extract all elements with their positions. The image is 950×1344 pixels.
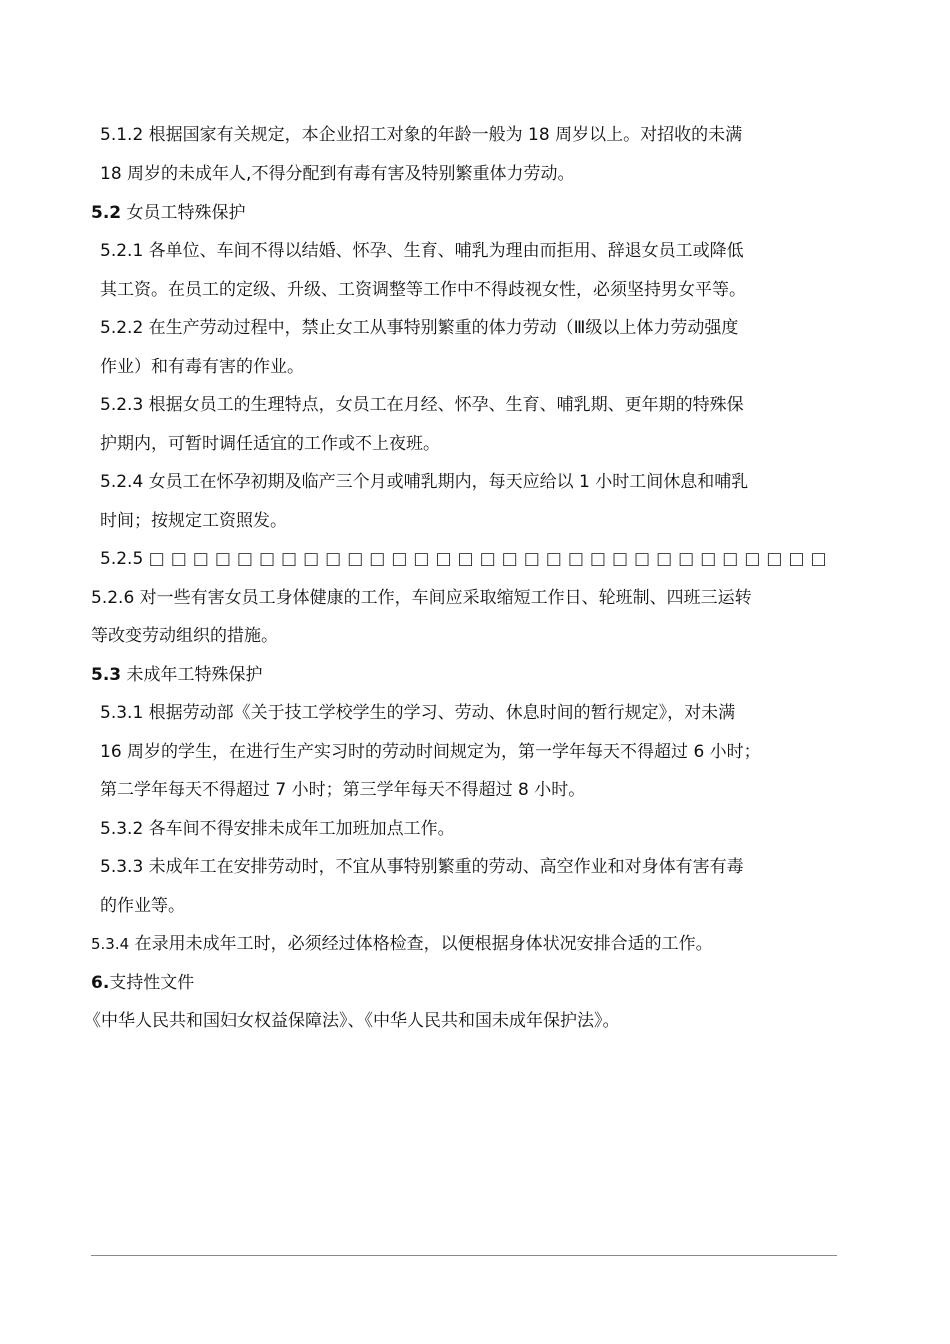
paragraph-text: 在录用未成年工时，必须经过体格检查，以便根据身体状况安排合适的工作。: [129, 934, 713, 954]
section-heading-5-3: [91, 662, 263, 688]
paragraph-5-3-1-line-2: 16 周岁的学生，在进行生产实习时的劳动时间规定为，第一学年每天不得超过 6 小时；: [100, 742, 761, 762]
paragraph-5-2-3-line-2: 护期内，可暂时调任适宜的工作或不上夜班。: [100, 434, 440, 454]
paragraph-number: 5.3.4: [91, 935, 130, 953]
missing-glyph-text: □□□□□□□□□□□□□□□□□□□□□□□□□□□□□□□: [148, 549, 833, 569]
paragraph-5-2-4-line-1: 5.2.4 女员工在怀孕初期及临产三个月或哺乳期内，每天应给以 1 小时工间休息和哺乳: [100, 472, 749, 492]
heading-number: 6.: [91, 973, 110, 993]
heading-number: 5.2: [91, 203, 122, 223]
paragraph-5-2-2-line-1: 5.2.2 在生产劳动过程中，禁止女工从事特别繁重的体力劳动（Ⅲ级以上体力劳动强度: [100, 318, 739, 338]
paragraph-5-3-1-line-1: 5.3.1 根据劳动部《关于技工学校学生的学习、劳动、休息时间的暂行规定》，对未满: [100, 703, 736, 723]
paragraph-5-3-1-line-3: 第二学年每天不得超过 7 小时；第三学年每天不得超过 8 小时。: [100, 780, 586, 800]
paragraph-5-3-3-line-2: 的作业等。: [100, 896, 185, 916]
heading-text: 支持性文件: [109, 973, 195, 993]
supporting-documents-list: 《中华人民共和国妇女权益保障法》、《中华人民共和国未成年保护法》。: [84, 1011, 620, 1031]
paragraph-5-2-6-line-2: 等改变劳动组织的措施。: [91, 626, 278, 646]
paragraph-5-3-4: [91, 931, 713, 957]
paragraph-5-1-2-line-1: 5.1.2 根据国家有关规定，本企业招工对象的年龄一般为 18 周岁以上。对招收的未满: [100, 125, 743, 145]
heading-text: 女员工特殊保护: [121, 203, 246, 223]
paragraph-5-2-2-line-2: 作业）和有毒有害的作业。: [100, 357, 304, 377]
paragraph-5-2-3-line-1: 5.2.3 根据女员工的生理特点，女员工在月经、怀孕、生育、哺乳期、更年期的特殊保: [100, 395, 744, 415]
paragraph-5-2-6-line-1: 5.2.6 对一些有害女员工身体健康的工作，车间应采取缩短工作日、轮班制、四班三运转: [91, 588, 752, 608]
section-heading-6: [91, 970, 194, 996]
paragraph-5-3-3-line-1: 5.3.3 未成年工在安排劳动时，不宜从事特别繁重的劳动、高空作业和对身体有害有毒: [100, 857, 744, 877]
heading-number: 5.3: [91, 665, 122, 685]
footer-divider: [91, 1255, 837, 1256]
paragraph-5-2-1-line-2: 其工资。在员工的定级、升级、工资调整等工作中不得歧视女性，必须坚持男女平等。: [100, 280, 746, 300]
paragraph-5-2-1-line-1: 5.2.1 各单位、车间不得以结婚、怀孕、生育、哺乳为理由而拒用、辞退女员工或降低: [100, 241, 744, 261]
section-heading-5-2: [91, 200, 246, 226]
paragraph-5-2-4-line-2: 时间；按规定工资照发。: [100, 511, 287, 531]
heading-text: 未成年工特殊保护: [121, 665, 263, 685]
paragraph-5-1-2-line-2: 18 周岁的未成年人,不得分配到有毒有害及特别繁重体力劳动。: [100, 164, 575, 184]
paragraph-5-3-2: 5.3.2 各车间不得安排未成年工加班加点工作。: [100, 819, 455, 839]
paragraph-number: 5.2.5: [100, 549, 144, 569]
paragraph-5-2-5: [100, 546, 833, 572]
